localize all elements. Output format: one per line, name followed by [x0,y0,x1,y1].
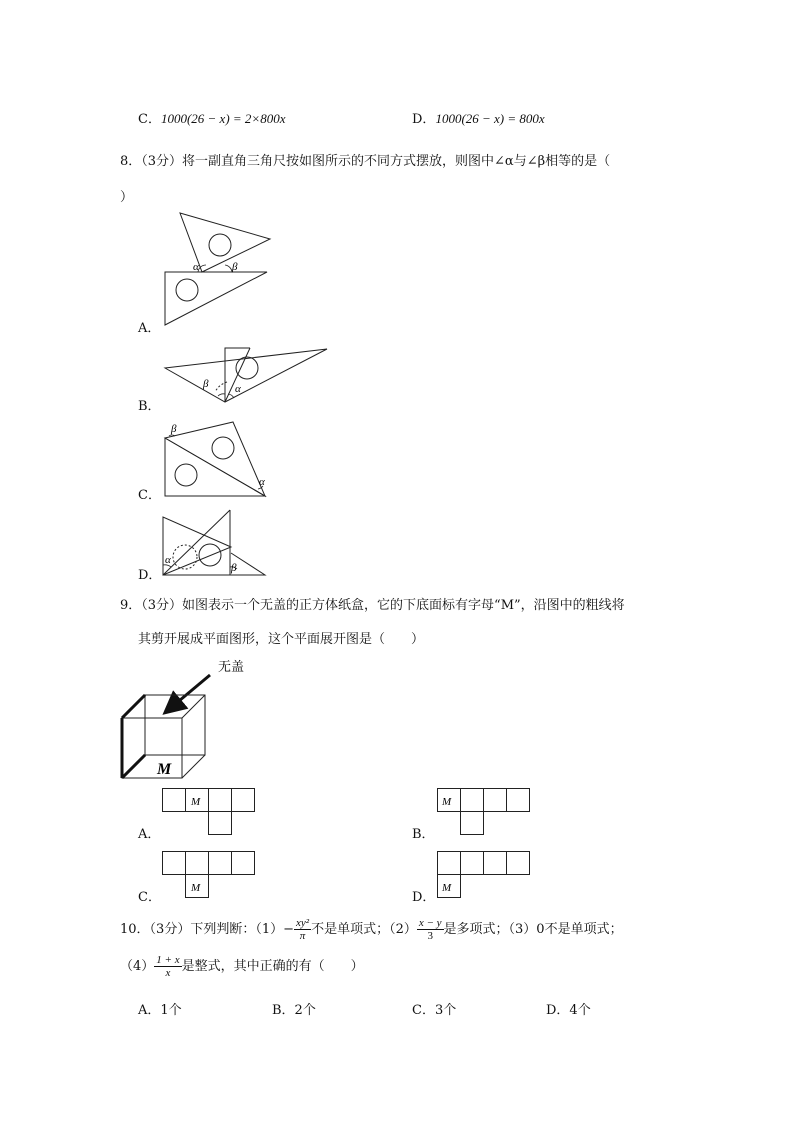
fraction-1-plus-x-over-x [154,954,181,979]
q10-option-c: C．3个 [412,1003,457,1018]
option-label: D． [412,112,436,127]
q10-prefix: 10．（3分）下列判断：（1） [120,922,284,937]
q8-figure-b [155,340,335,410]
fraction-denominator: 3 [427,930,433,942]
m-letter: M [191,796,201,808]
q8-option-d-label: D． [138,568,162,583]
q10-stem-line1 [120,916,623,944]
minus-sign: − [283,922,294,937]
q10-text-1: 不是单项式；（2） [311,922,417,937]
beta-label: β [203,378,209,390]
q10-stem-line2 [120,953,364,981]
m-letter: M [442,796,452,808]
q8-figure-a [150,205,280,330]
q9-stem-line1: 9．（3分）如图表示一个无盖的正方体纸盒，它的下底面标有字母“M”，沿图中的粗线将 [120,598,625,613]
beta-label: β [232,261,238,273]
q7-option-d-expression: 1000(26 − x) = 800x [435,111,545,126]
m-letter: M [157,761,172,778]
fraction-denominator: x [165,967,171,979]
q8-stem-line1: 8．（3分）将一副直角三角尺按如图所示的不同方式摆放，则图中∠α与∠β相等的是（ [120,154,611,169]
q10-text-2: 是多项式；（3）0不是单项式； [443,922,623,937]
q10-text-3: 是整式，其中正确的有（ ） [181,959,364,974]
q10-option-a: A．1个 [138,1003,182,1018]
q9-cube-figure [115,655,255,785]
fraction-xy2-over-pi [294,917,311,942]
fraction-numerator: xy² [296,917,310,929]
q9-option-d-label: D． [412,890,436,905]
q9-net-b [437,788,532,836]
alpha-label: α [165,554,171,566]
q8-option-b-label: B． [138,399,161,414]
beta-label: β [231,562,237,574]
q7-option-c [138,108,285,127]
q9-net-a [162,788,257,836]
q9-option-b-label: B． [412,827,435,842]
alpha-label: α [193,261,199,273]
m-letter: M [191,882,201,894]
q10-option-b: B．2个 [272,1003,316,1018]
q8-figure-c [155,418,285,503]
m-letter: M [442,882,452,894]
q9-option-c-label: C． [138,890,161,905]
q7-option-c-expression: 1000(26 − x) = 2×800x [160,111,286,126]
q10-item-4: （4） [120,959,155,974]
fraction-numerator: x − y [418,917,442,929]
q9-option-a-label: A． [138,827,161,842]
beta-label: β [171,423,177,435]
q8-stem-line2: ） [120,190,134,205]
q8-option-c-label: C． [138,488,161,503]
option-label: C． [138,112,161,127]
alpha-label: α [235,383,241,395]
alpha-label: α [259,476,265,488]
q8-figure-d [155,505,275,580]
q9-stem-line2: 其剪开展成平面图形，这个平面展开图是（ ） [138,632,425,647]
fraction-numerator: 1 + x [156,954,180,966]
fraction-x-minus-y-over-3 [417,917,444,942]
q9-net-d [437,851,532,899]
q10-option-d: D．4个 [546,1003,591,1018]
fraction-denominator: π [299,930,306,942]
q8-option-a-label: A． [138,321,161,336]
q9-net-c [162,851,257,899]
no-lid-label: 无盖 [218,659,245,674]
q7-option-d [412,108,545,127]
